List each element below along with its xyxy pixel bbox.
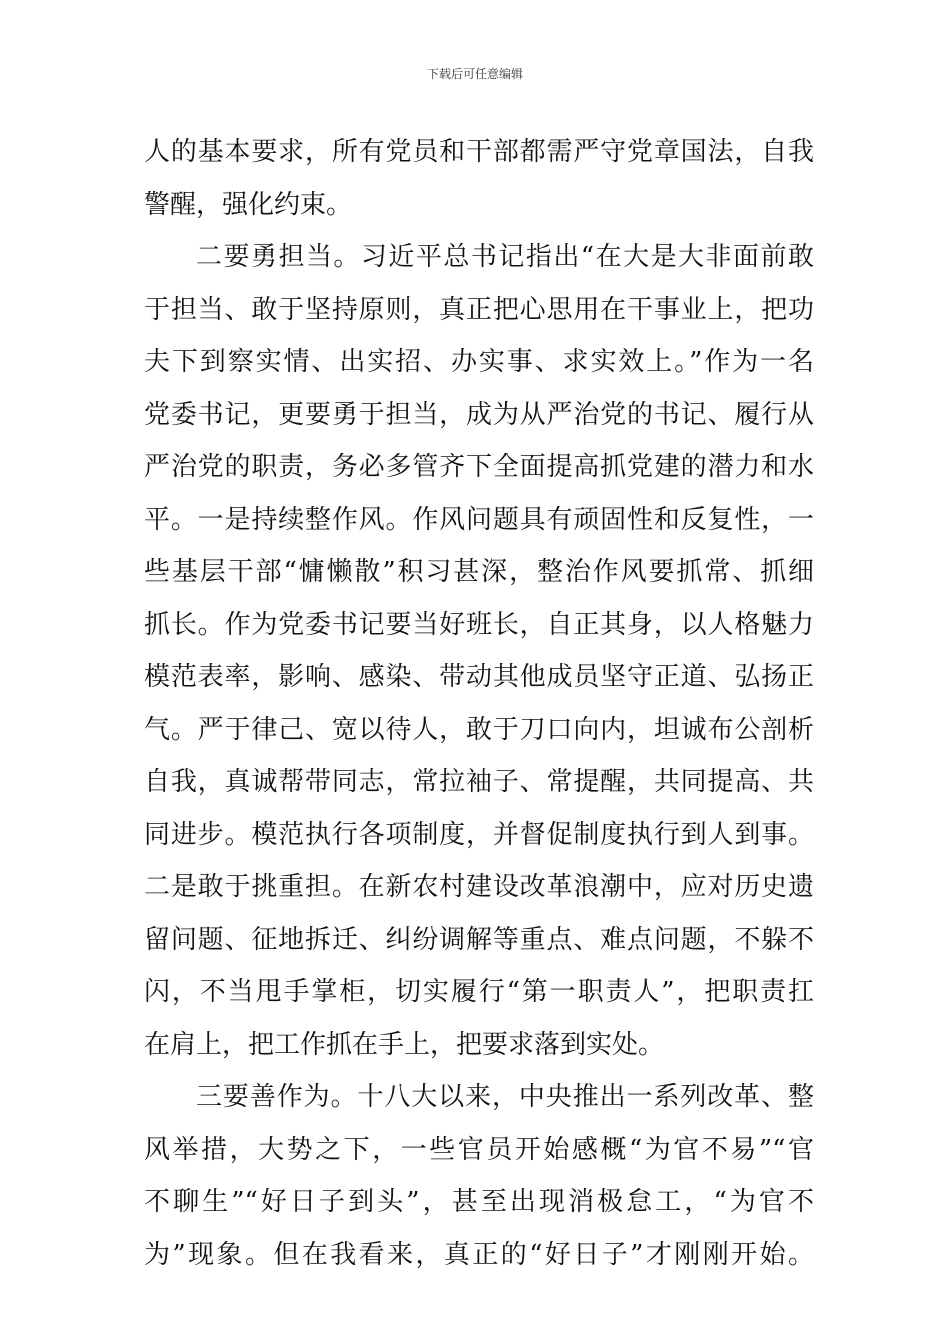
text-line: 二要勇担当。习近平总书记指出“在大是大非面前敢: [196, 242, 814, 272]
text-line: 在肩上，把工作抓在手上，把要求落到实处。: [144, 1029, 665, 1060]
text-line: 闪，不当甩手掌柜，切实履行“第一职责人”，把职责扛: [144, 977, 814, 1007]
text-line: 风举措，大势之下，一些官员开始感概“为官不易”“官: [144, 1134, 814, 1165]
text-line: 同进步。模范执行各项制度，并督促制度执行到人到事。: [144, 819, 814, 850]
text-line: 人的基本要求，所有党员和干部都需严守党章国法，自我: [144, 137, 814, 167]
text-line: 气。严于律己、宽以待人，敢于刀口向内，坦诚布公剖析: [144, 714, 814, 745]
text-line: 于担当、敢于坚持原则，真正把心思用在干事业上，把功: [144, 294, 814, 325]
text-line: 严治党的职责，务必多管齐下全面提高抓党建的潜力和水: [144, 452, 814, 482]
text-line: 警醒，强化约束。: [144, 189, 353, 220]
text-line: 模范表率，影响、感染、带动其他成员坚守正道、弘扬正: [144, 662, 814, 692]
text-line: 些基层干部“慵懒散”积习甚深，整治作风要抓常、抓细: [144, 557, 814, 587]
text-line: 为”现象。但在我看来，真正的“好日子”才刚刚开始。: [144, 1239, 814, 1270]
text-line: 夫下到察实情、出实招、办实事、求实效上。”作为一名: [144, 347, 814, 377]
text-line: 抓长。作为党委书记要当好班长，自正其身，以人格魅力: [144, 609, 814, 640]
text-line: 自我，真诚帮带同志，常拉袖子、常提醒，共同提高、共: [144, 767, 814, 797]
page-header: 下载后可任意编辑: [426, 67, 523, 81]
text-line: 三要善作为。十八大以来，中央推出一系列改革、整: [196, 1082, 814, 1112]
document-body: [144, 126, 814, 1281]
text-line: 二是敢于挑重担。在新农村建设改革浪潮中，应对历史遗: [144, 872, 814, 902]
text-line: 党委书记，更要勇于担当，成为从严治党的书记、履行从: [144, 399, 814, 430]
text-line: 留问题、征地拆迁、纠纷调解等重点、难点问题，不躲不: [144, 924, 814, 955]
text-line: 平。一是持续整作风。作风问题具有顽固性和反复性，一: [144, 504, 814, 535]
text-line: 不聊生”“好日子到头”，甚至出现消极怠工，“为官不: [144, 1187, 814, 1217]
